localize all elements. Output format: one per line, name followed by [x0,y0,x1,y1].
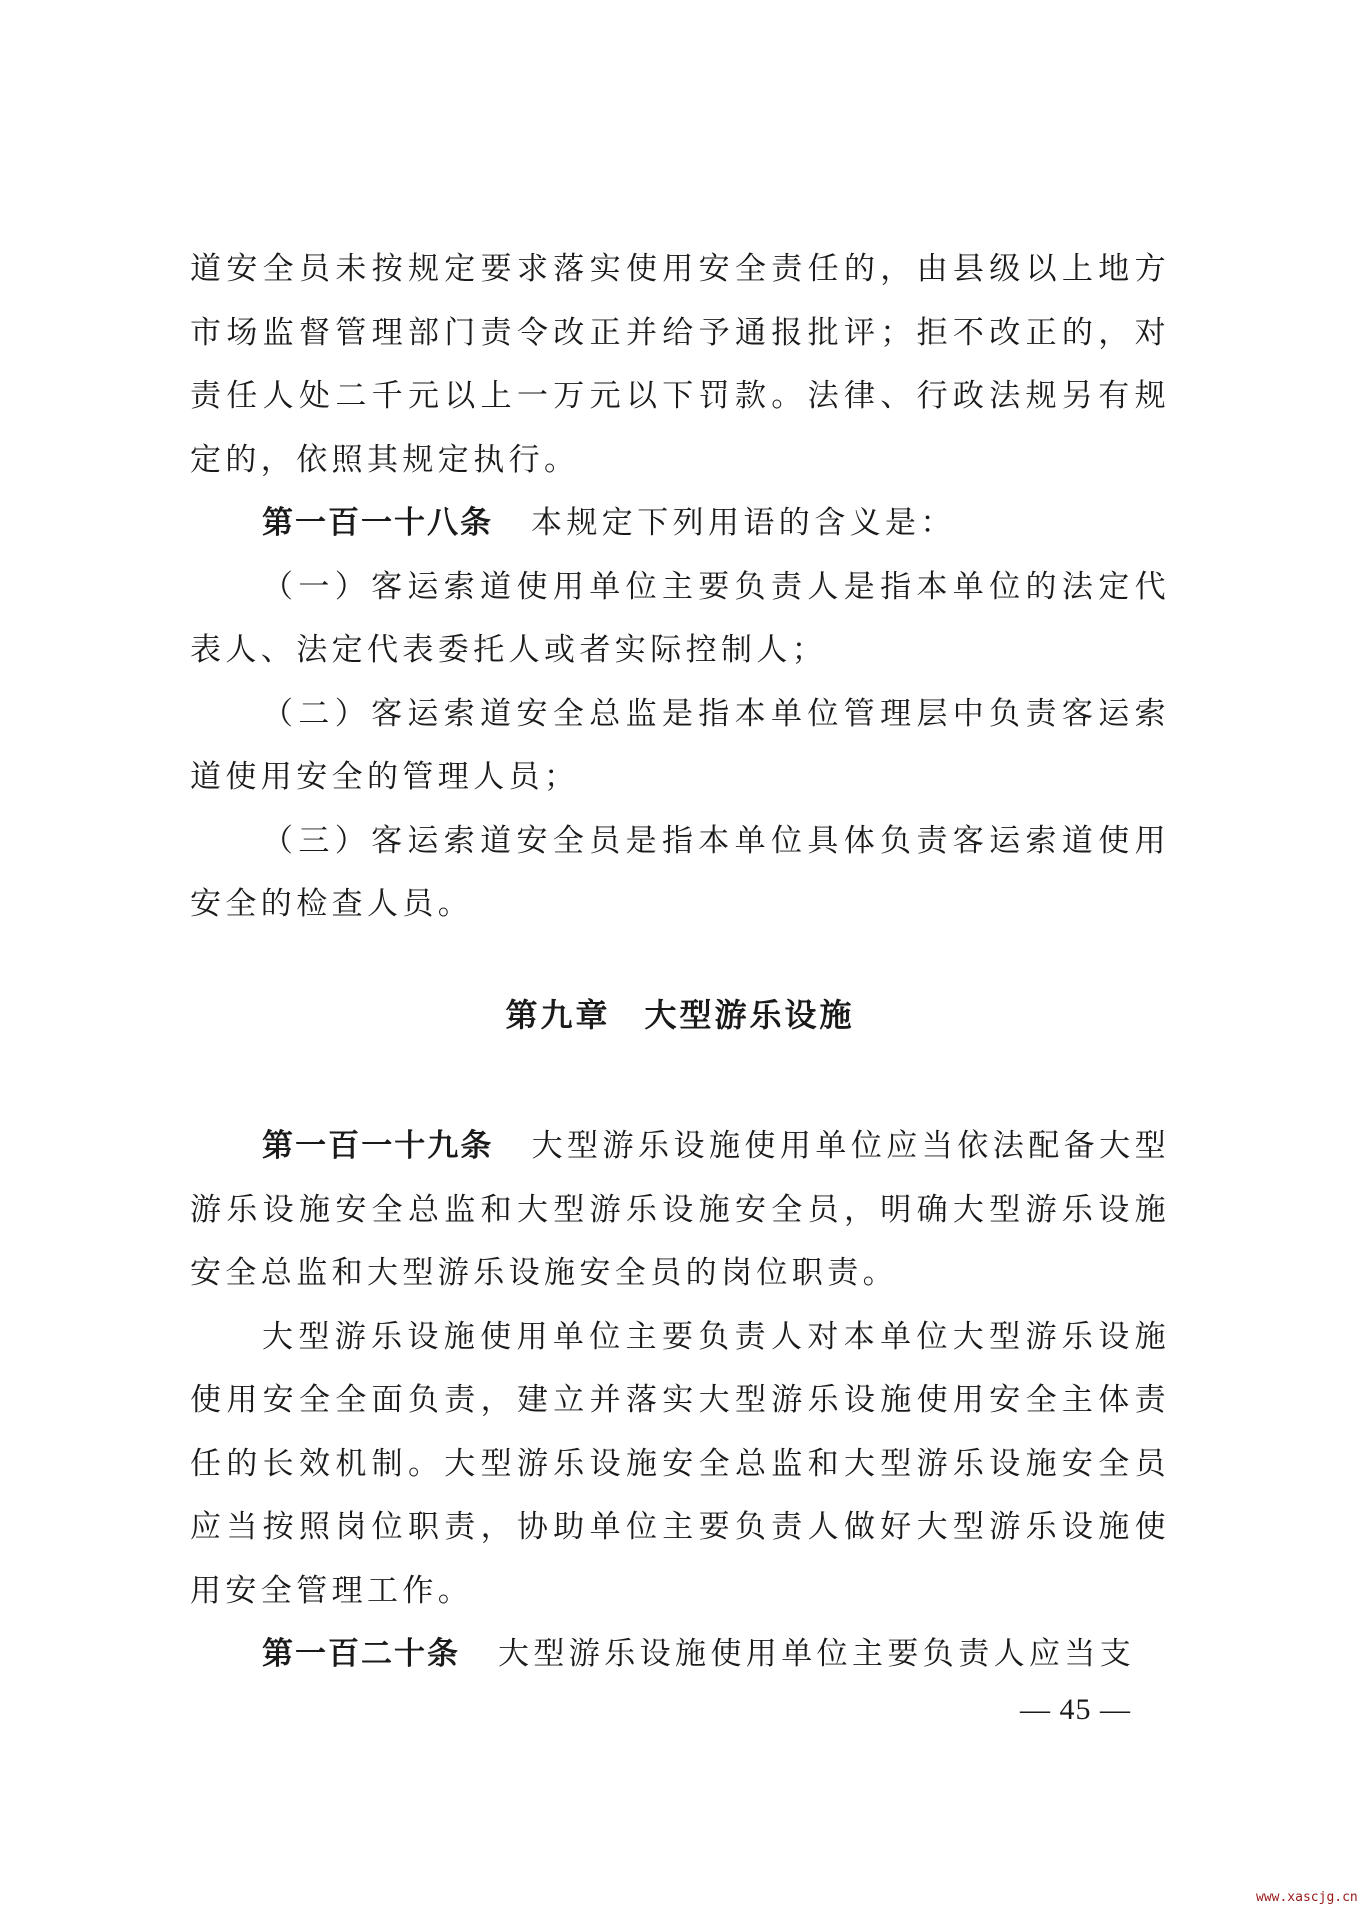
chapter-heading [190,990,1170,1040]
page-number: — 45 — [1020,1693,1131,1726]
article-120-number: 第一百二十条 [262,1636,460,1672]
article-119-paragraph-2: 大型游乐设施使用单位主要负责人对本单位大型游乐设施使用安全全面负责，建立并落实大型游乐设施使用安全主体责任的长效机制。大型游乐设施安全总监和大型游乐设施安全员应当按照岗位职责，协助单位主要负责人做好大型游乐设施使用安全管理工作。 [190,1318,1170,1609]
chapter-title-text: 大型游乐设施 [644,996,855,1034]
article-120-text: 大型游乐设施使用单位主要负责人应当支 [498,1636,1136,1672]
article-119-text: 大型游乐设施使用单位应当依法配备大型游乐设施安全总监和大型游乐设施安全员，明确大型游乐设施安全总监和大型游乐设施安全员的岗位职责。 [190,1128,1171,1291]
article-120 [190,1623,1170,1687]
chapter-number: 第九章 [505,996,611,1034]
article-118-number: 第一百一十八条 [262,505,493,541]
article-119-number: 第一百一十九条 [262,1128,494,1164]
article-119 [190,1115,1170,1306]
definition-item-3: （三）客运索道安全员是指本单位具体负责客运索道使用安全的检查人员。 [190,822,1170,922]
definition-item-1: （一）客运索道使用单位主要负责人是指本单位的法定代表人、法定代表委托人或者实际控制人； [190,568,1170,668]
body-text-bottom [190,1115,1170,1687]
article-118 [190,492,1170,556]
body-text-top [190,238,1170,937]
definition-item-2: （二）客运索道安全总监是指本单位管理层中负责客运索道使用安全的管理人员； [190,695,1170,795]
article-118-text: 本规定下列用语的含义是： [531,505,956,541]
site-watermark: www.xascjg.cn [1256,1890,1358,1905]
paragraph-continuation: 道安全员未按规定要求落实使用安全责任的，由县级以上地方市场监督管理部门责令改正并给予通报批评；拒不改正的，对责任人处二千元以上一万元以下罚款。法律、行政法规另有规定的，依照其规定执行。 [190,251,1170,478]
